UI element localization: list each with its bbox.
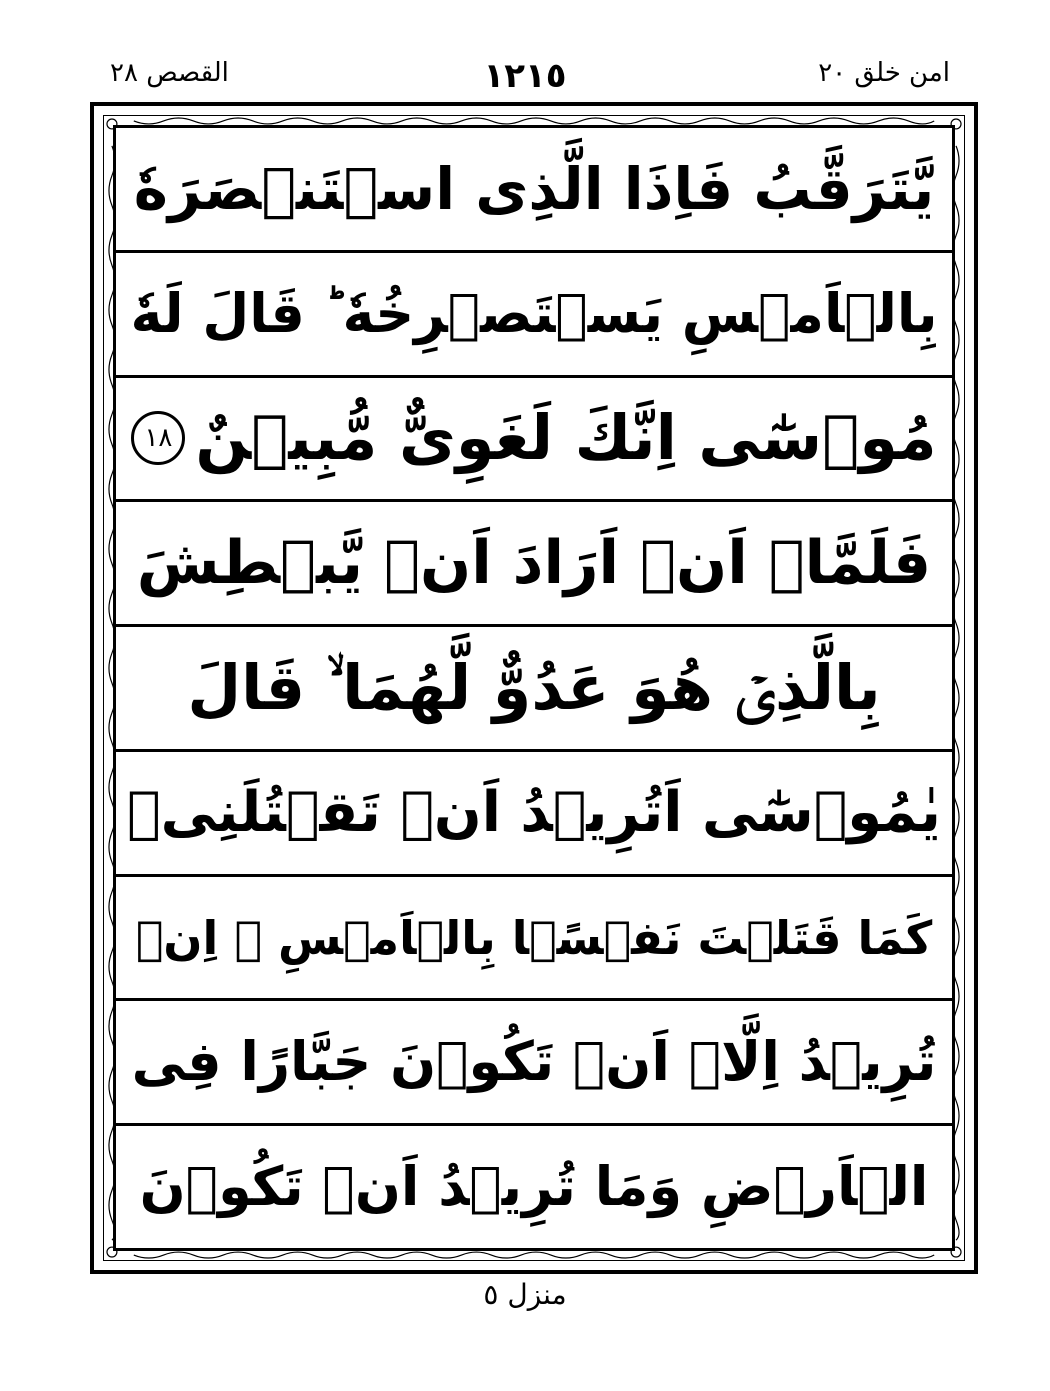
line-text: يَّتَرَقَّبُ فَاِذَا الَّذِى اسۡتَنۡصَرَهٗ [133, 154, 935, 223]
text-line [116, 877, 952, 1002]
page-frame [90, 102, 978, 1274]
line-text: بِالَّذِىۡ هُوَ عَدُوٌّ لَّهُمَا ۙ قَالَ [187, 651, 881, 725]
line-text: فَلَمَّاۤ اَنۡ اَرَادَ اَنۡ يَّبۡطِشَ [136, 528, 932, 599]
manzil-footer: منزل ٥ [483, 1278, 567, 1311]
page-header [0, 0, 1050, 100]
text-line [116, 1001, 952, 1126]
text-line [116, 128, 952, 253]
quran-text-box [113, 125, 955, 1251]
text-line [116, 627, 952, 752]
line-text: تُرِيۡدُ اِلَّاۤ اَنۡ تَكُوۡنَ جَبَّارًا فِى [131, 1030, 937, 1094]
text-line [116, 1126, 952, 1248]
text-line [116, 502, 952, 627]
text-line [116, 253, 952, 378]
juz-label: امن خلق ٢٠ [818, 58, 950, 88]
page-number: ١٢١٥ [483, 56, 567, 96]
ayah-number-marker: ١٨ [131, 411, 185, 465]
text-line [116, 752, 952, 877]
line-text: يٰمُوۡسٰٓى اَتُرِيۡدُ اَنۡ تَقۡتُلَنِىۡ [127, 779, 941, 845]
line-text: الۡاَرۡضِ وَمَا تُرِيۡدُ اَنۡ تَكُوۡنَ [139, 1155, 929, 1219]
line-text: كَمَا قَتَلۡتَ نَفۡسًۢا بِالۡاَمۡسِ ۖ اِنۡ [135, 910, 933, 965]
line-text: مُوۡسٰٓى اِنَّكَ لَغَوِىٌّ مُّبِيۡنٌ [195, 401, 937, 475]
line-text: بِالۡاَمۡسِ يَسۡتَصۡرِخُهٗ ؕ قَالَ لَهٗ [130, 281, 938, 345]
surah-label: القصص ٢٨ [110, 58, 229, 88]
text-line [116, 378, 952, 503]
